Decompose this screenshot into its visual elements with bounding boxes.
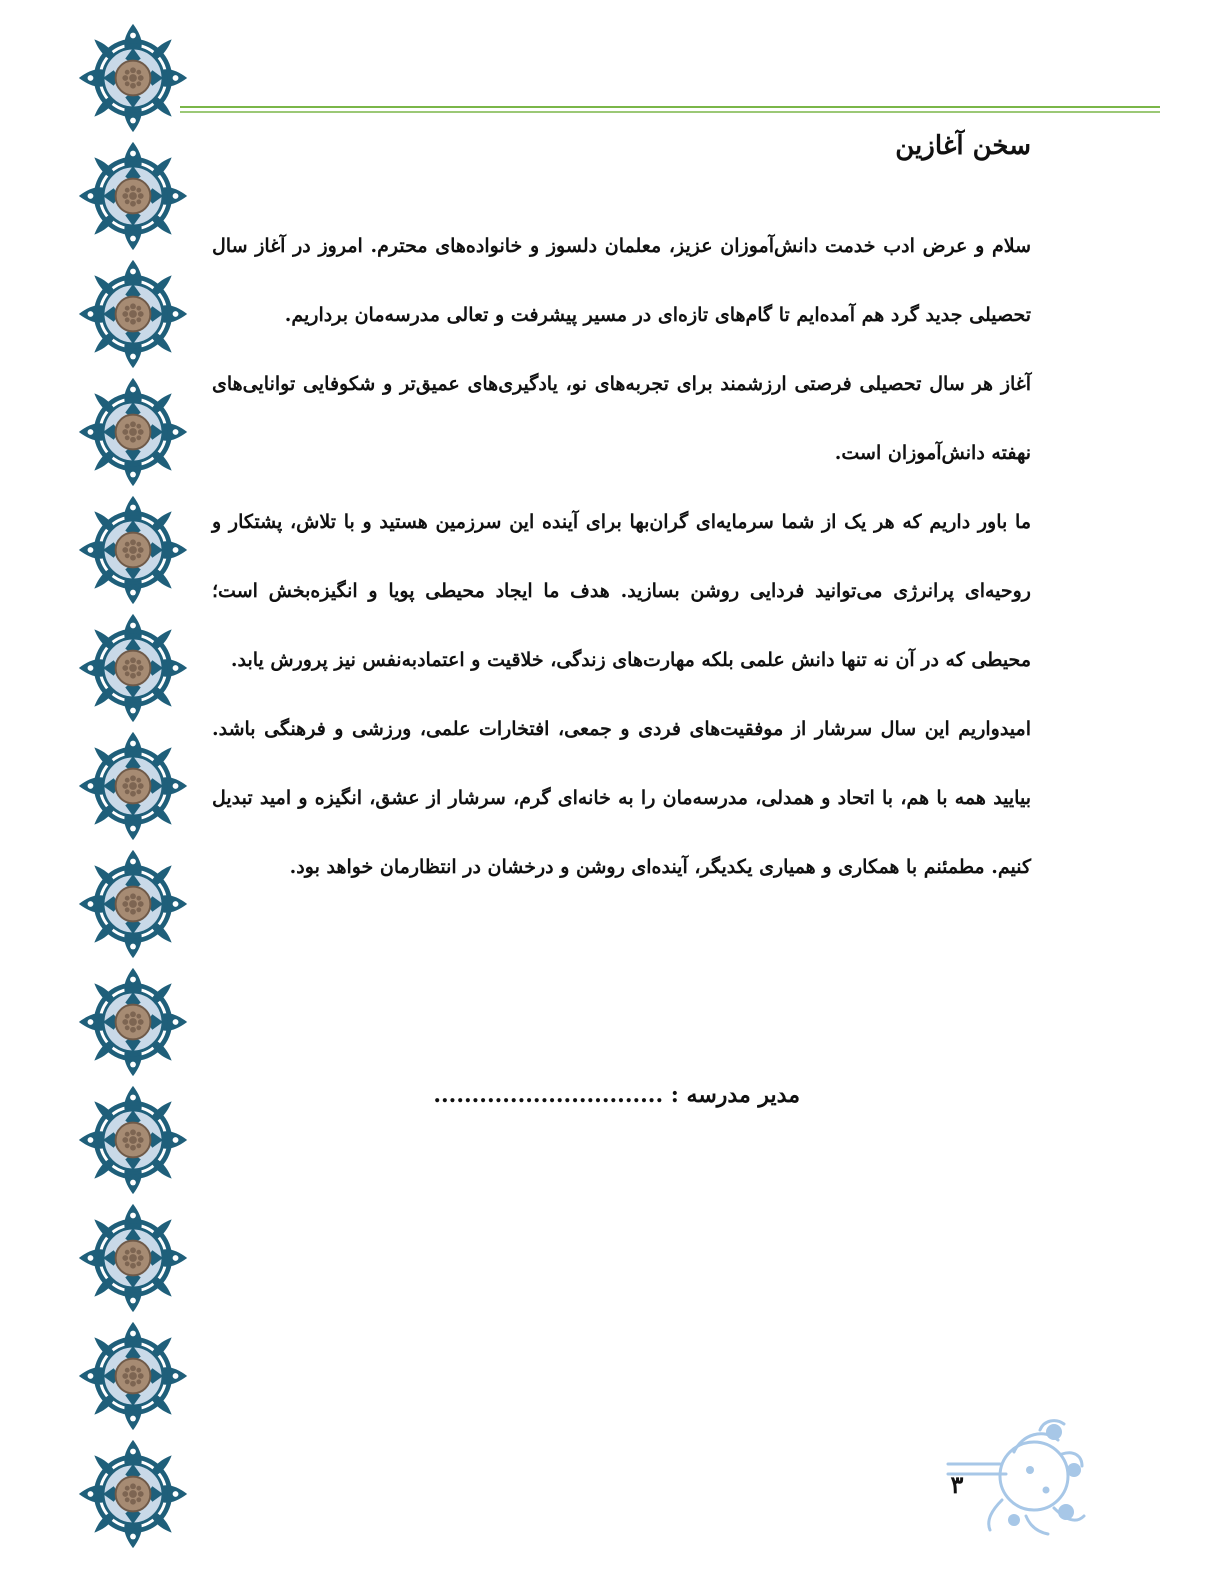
paragraph-3: ما باور داریم که هر یک از شما سرمایه‌ای گران‌بها برای آینده این سرزمین هستید و با تلاش، پشتکار و روحیه‌ای پرانرژی می‌توانید فردایی روشن بسازید. هدف ما ایجاد محیطی پویا و انگیزه‌بخش است؛ محیطی که در آن نه تنها دانش علمی بلکه مهارت‌های زندگی، خلاقیت و اعتمادبه‌نفس نیز پرورش یابد.: [212, 511, 1031, 672]
paragraph-4: امیدواریم این سال سرشار از موفقیت‌های فردی و جمعی، افتخارات علمی، ورزشی و فرهنگی باشد. بیایید همه با هم، با اتحاد و همدلی، مدرسه‌مان را به خانه‌ای گرم، سرشار از عشق، انگیزه و امید تبدیل کنیم. مطمئنم با همکاری و همیاری یکدیگر، آینده‌ای روشن و درخشان در انتظارمان خواهد بود.: [212, 718, 1031, 879]
paragraph-1: سلام و عرض ادب خدمت دانش‌آموزان عزیز، معلمان دلسوز و خانواده‌های محترم. امروز در آغاز سال تحصیلی جدید گرد هم آمده‌ایم تا گام‌های تازه‌ای در مسیر پیشرفت و تعالی مدرسه‌مان برداریم.: [212, 235, 1031, 327]
floral-rosette-border-icon: [58, 20, 208, 1560]
header-rule: [180, 104, 1160, 116]
paragraph-2: آغاز هر سال تحصیلی فرصتی ارزشمند برای تجربه‌های نو، یادگیری‌های عمیق‌تر و شکوفایی توانایی‌های نهفته دانش‌آموزان است.: [212, 373, 1031, 465]
principal-signature-line: مدیر مدرسه : ..............................: [433, 1082, 800, 1108]
header-rule-lines: [180, 104, 1160, 116]
page-number: ۳: [950, 1470, 964, 1499]
document-body: [212, 128, 1031, 902]
page-title: سخن آغازین: [895, 131, 1031, 161]
ornamental-border: [58, 20, 208, 1560]
